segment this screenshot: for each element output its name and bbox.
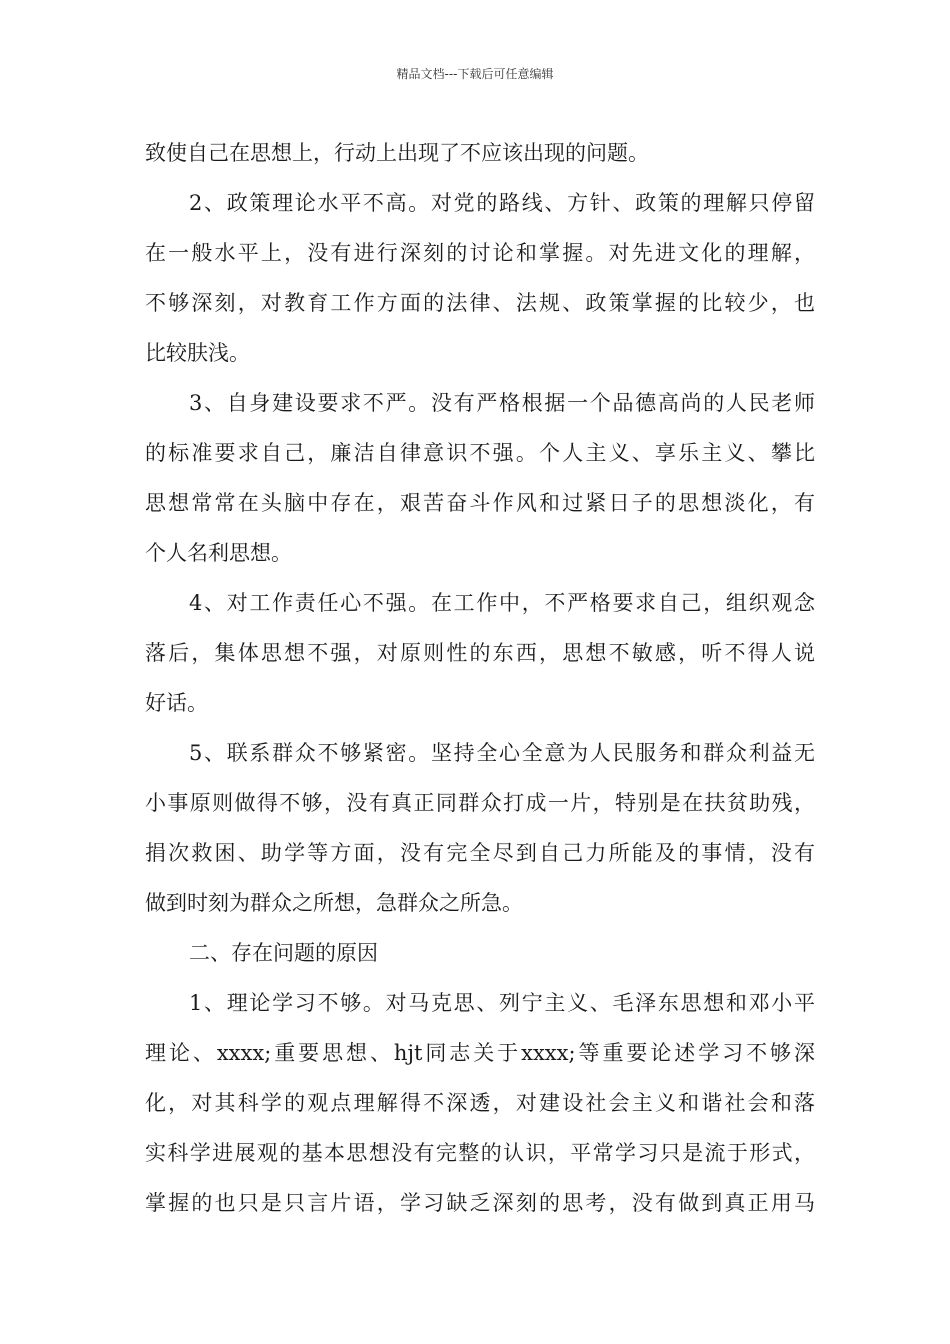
text-line: 做到时刻为群众之所想，急群众之所急。 [145, 891, 523, 915]
text-line: 掌握的也只是只言片语，学习缺乏深刻的思考，没有做到真正用马 [145, 1191, 815, 1215]
text-line: 实科学进展观的基本思想没有完整的认识，平常学习只是流于形式， [145, 1141, 815, 1165]
text-line: 小事原则做得不够，没有真正同群众打成一片，特别是在扶贫助残， [145, 791, 815, 815]
text-line: 比较肤浅。 [145, 341, 250, 365]
document-body [145, 128, 815, 1228]
text-line: 思想常常在头脑中存在，艰苦奋斗作风和过紧日子的思想淡化，有 [145, 491, 815, 515]
page-header: 精品文档---下载后可任意编辑 [396, 67, 554, 81]
text-line: 5、联系群众不够紧密。坚持全心全意为人民服务和群众利益无 [189, 741, 815, 765]
text-line: 理论、xxxx;重要思想、hjt同志关于xxxx;等重要论述学习不够深 [145, 1041, 815, 1065]
text-line: 不够深刻，对教育工作方面的法律、法规、政策掌握的比较少，也 [145, 291, 815, 315]
text-line: 3、自身建设要求不严。没有严格根据一个品德高尚的人民老师 [189, 391, 815, 415]
text-line: 落后，集体思想不强，对原则性的东西，思想不敏感，听不得人说 [145, 641, 815, 665]
text-line: 捐次救困、助学等方面，没有完全尽到自己力所能及的事情，没有 [145, 841, 815, 865]
text-line: 化，对其科学的观点理解得不深透，对建设社会主义和谐社会和落 [145, 1091, 815, 1115]
text-line: 1、理论学习不够。对马克思、列宁主义、毛泽东思想和邓小平 [189, 991, 815, 1015]
text-line: 二、存在问题的原因 [189, 941, 378, 965]
text-line: 4、对工作责任心不强。在工作中，不严格要求自己，组织观念 [189, 591, 815, 615]
text-line: 致使自己在思想上，行动上出现了不应该出现的问题。 [145, 141, 649, 165]
text-line: 的标准要求自己，廉洁自律意识不强。个人主义、享乐主义、攀比 [145, 441, 815, 465]
text-line: 个人名利思想。 [145, 541, 292, 565]
text-line: 在一般水平上，没有进行深刻的讨论和掌握。对先进文化的理解， [145, 241, 815, 265]
text-line: 2、政策理论水平不高。对党的路线、方针、政策的理解只停留 [189, 191, 815, 215]
text-line: 好话。 [145, 691, 208, 715]
